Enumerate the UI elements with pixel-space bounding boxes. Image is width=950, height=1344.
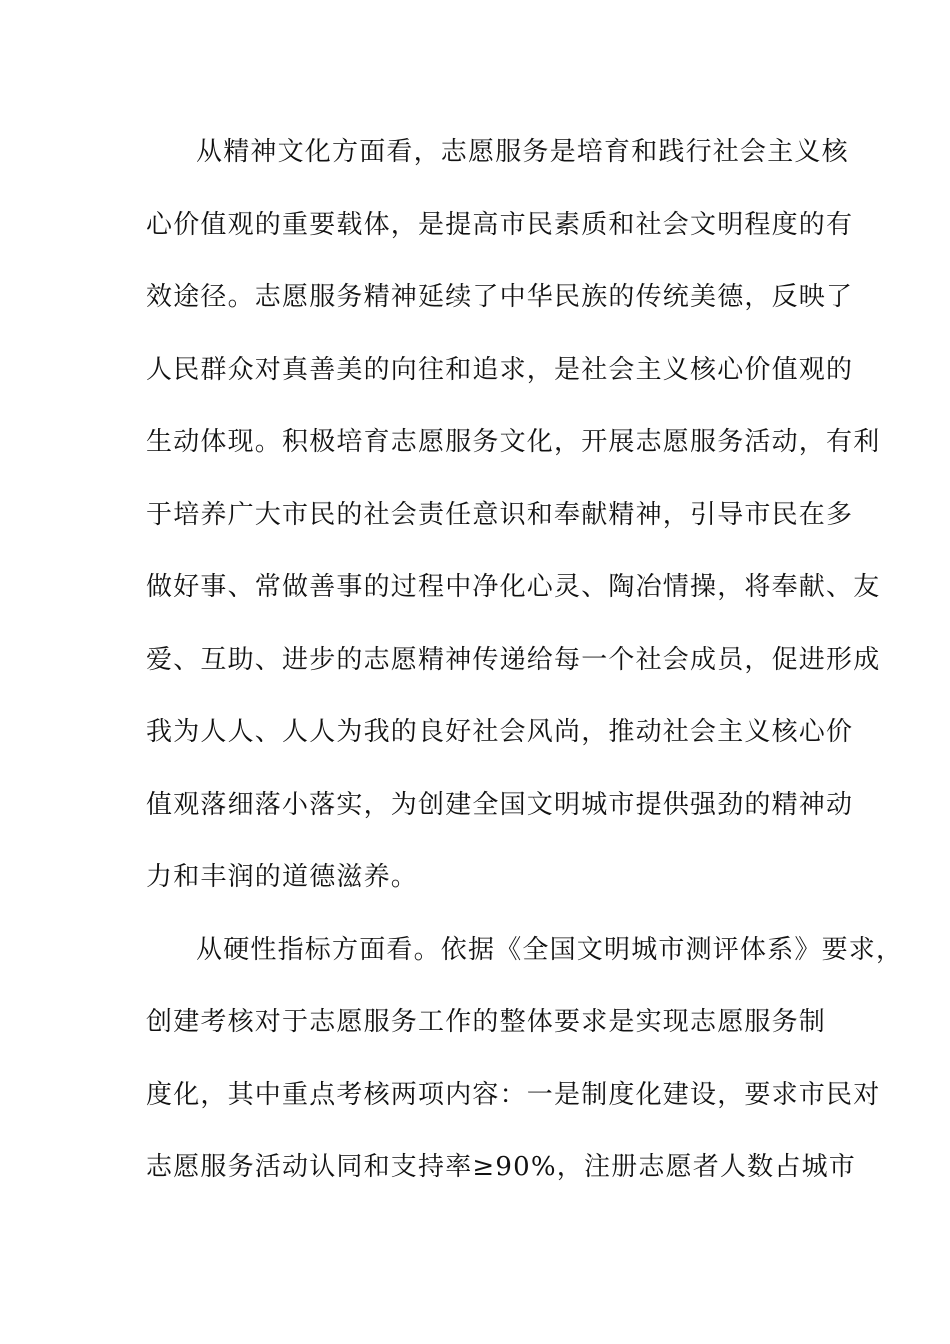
paragraph-2-line-3: 度化，其中重点考核两项内容：一是制度化建设，要求市民对 [146, 1080, 881, 1110]
paragraph-1-line-9: 我为人人、人人为我的良好社会风尚，推动社会主义核心价 [146, 717, 854, 747]
paragraph-1-line-6: 于培养广大市民的社会责任意识和奉献精神，引导市民在多 [146, 500, 854, 530]
paragraph-2-line-4: 志愿服务活动认同和支持率≥90%，注册志愿者人数占城市 [146, 1152, 856, 1182]
paragraph-1-line-5: 生动体现。积极培育志愿服务文化，开展志愿服务活动，有利 [146, 427, 881, 457]
paragraph-1-line-8: 爱、互助、进步的志愿精神传递给每一个社会成员，促进形成 [146, 645, 881, 675]
paragraph-1-line-1: 从精神文化方面看，志愿服务是培育和践行社会主义核 [196, 137, 849, 167]
paragraph-1-line-7: 做好事、常做善事的过程中净化心灵、陶冶情操，将奉献、友 [146, 572, 881, 602]
paragraph-1-line-10: 值观落细落小落实，为创建全国文明城市提供强劲的精神动 [146, 790, 854, 820]
paragraph-1-line-2: 心价值观的重要载体，是提高市民素质和社会文明程度的有 [146, 210, 854, 240]
paragraph-1-line-3: 效途径。志愿服务精神延续了中华民族的传统美德，反映了 [146, 282, 854, 312]
paragraph-2-line-1: 从硬性指标方面看。依据《全国文明城市测评体系》要求， [196, 935, 904, 965]
paragraph-1-line-11: 力和丰润的道德滋养。 [146, 862, 419, 892]
paragraph-2-line-2: 创建考核对于志愿服务工作的整体要求是实现志愿服务制 [146, 1007, 827, 1037]
paragraph-1-line-4: 人民群众对真善美的向往和追求，是社会主义核心价值观的 [146, 355, 854, 385]
